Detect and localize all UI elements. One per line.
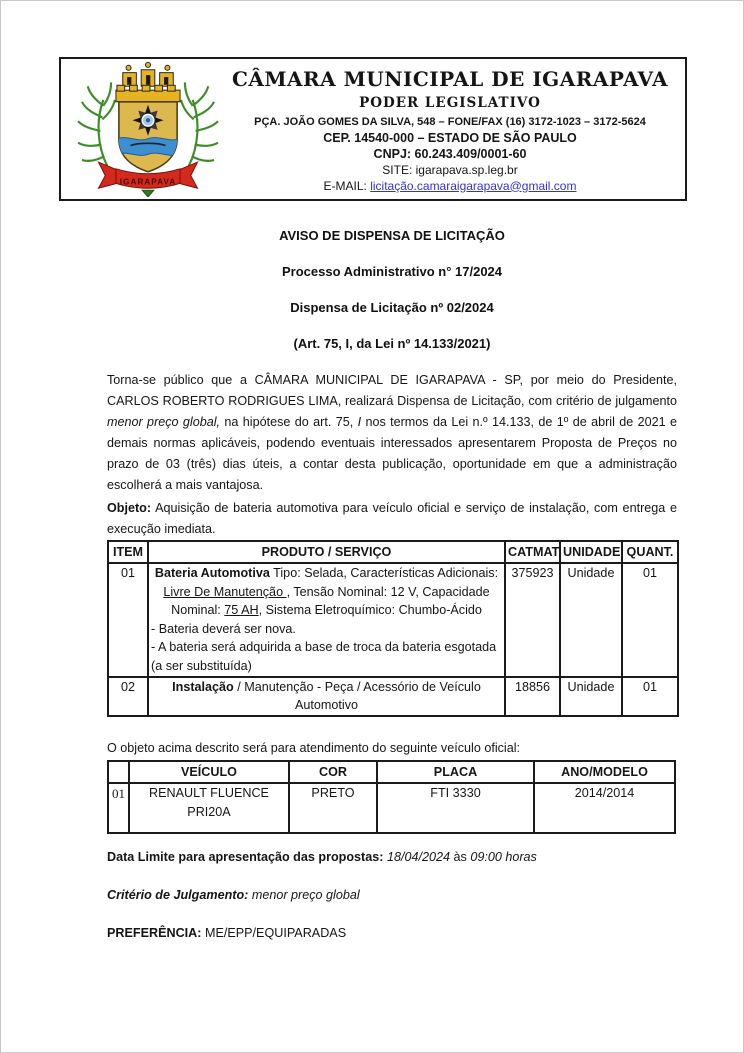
org-cnpj: CNPJ: 60.243.409/0001-60 xyxy=(373,146,527,161)
coat-of-arms-logo xyxy=(67,60,229,198)
crown xyxy=(116,62,180,101)
org-name: CÂMARA MUNICIPAL DE IGARAPAVA xyxy=(231,66,669,91)
letterhead-text xyxy=(229,65,679,194)
org-email-line xyxy=(229,178,671,194)
unit: Unidade xyxy=(560,563,622,677)
objeto-label: Objeto: xyxy=(107,501,152,515)
items-table xyxy=(107,540,679,717)
letterhead xyxy=(59,57,687,201)
table-row xyxy=(108,783,675,833)
email-label: E-MAIL: xyxy=(323,178,371,193)
vehicle-year-model: 2014/2014 xyxy=(534,783,675,833)
table-row xyxy=(108,563,678,677)
igarapava-coat-of-arms-icon xyxy=(69,61,227,197)
intro-text: Torna-se público que a CÂMARA MUNICIPAL DE IGARAPAVA - SP, por meio do Presidente, CARLOS ROBERTO RODRIGUES LIMA, realizará Dispensa de Licitação, com critério de julgamento xyxy=(107,373,677,408)
product-note: - Bateria deverá ser nova. xyxy=(151,621,296,636)
intro-italic-criteria: menor preço global, xyxy=(107,415,221,429)
product-spec: Instalação / Manutenção - Peça / Acessório de Veículo Automotivo xyxy=(172,679,481,713)
product-name: Instalação xyxy=(172,679,234,694)
col-header-unidade: UNIDADE xyxy=(560,541,622,563)
col-header-catmat: CATMAT xyxy=(505,541,560,563)
catmat-code: 375923 xyxy=(505,563,560,677)
product-name: Bateria Automotiva xyxy=(154,566,270,580)
process-number: Processo Administrativo n° 17/2024 xyxy=(281,264,503,279)
criteria-label: Critério de Julgamento: xyxy=(107,887,249,902)
org-subtitle: PODER LEGISLATIVO xyxy=(359,94,541,111)
ribbon-text: IGARAPAVA xyxy=(119,177,177,187)
col-header-item: ITEM xyxy=(108,541,148,563)
catmat-code: 18856 xyxy=(505,677,560,716)
objeto-text: Aquisição de bateria automotiva para veículo oficial e serviço de instalação, com entrega e execução imediata. xyxy=(107,501,677,536)
quantity: 01 xyxy=(622,677,678,716)
deadline-line: Data Limite para apresentação das propostas: 18/04/2024 às 09:00 horas xyxy=(107,849,537,864)
preference-value: ME/EPP/EQUIPARADAS xyxy=(204,925,347,940)
left-branch xyxy=(78,82,115,166)
vehicle-model: RENAULT FLUENCE PRI20A xyxy=(129,783,289,833)
org-site: SITE: igarapava.sp.leg.br xyxy=(382,162,518,177)
notice-title: AVISO DE DISPENSA DE LICITAÇÃO xyxy=(279,228,505,243)
preference-line xyxy=(107,923,677,943)
objeto-paragraph xyxy=(107,498,677,540)
col-header-blank xyxy=(108,761,129,783)
intro-italic-inciso: I xyxy=(357,415,362,429)
item-number: 02 xyxy=(108,677,148,716)
deadline-time: 09:00 horas xyxy=(470,849,537,864)
org-address: PÇA. JOÃO GOMES DA SILVA, 548 – FONE/FAX (16) 3172-1023 – 3172-5624 xyxy=(254,115,646,128)
col-header-veiculo: VEÍCULO xyxy=(129,761,289,783)
col-header-quant: QUANT. xyxy=(622,541,678,563)
quantity: 01 xyxy=(622,563,678,677)
right-branch xyxy=(181,82,218,166)
vehicle-color: PRETO xyxy=(289,783,377,833)
vehicle-table xyxy=(107,760,676,834)
item-number: 01 xyxy=(108,563,148,677)
intro-text: na hipótese do art. 75, xyxy=(220,415,358,429)
unit: Unidade xyxy=(560,677,622,716)
document-titles xyxy=(107,226,677,353)
col-header-ano-modelo: ANO/MODELO xyxy=(534,761,675,783)
product-description xyxy=(148,563,505,677)
intro-paragraph xyxy=(107,370,677,496)
product-spec: Bateria Automotiva Tipo: Selada, Características Adicionais: Livre De Manutenção , Tensão Nominal: 12 V, Capacidade Nominal: 75 AH, Sistema Eletroquímico: Chumbo-Ácido xyxy=(154,566,499,618)
criteria-line xyxy=(107,885,677,905)
vehicle-plate: FTI 3330 xyxy=(377,783,534,833)
river-band xyxy=(117,138,179,156)
criteria-value: menor preço global xyxy=(251,887,360,902)
law-reference: (Art. 75, I, da Lei nº 14.133/2021) xyxy=(293,336,491,351)
preference-label: PREFERÊNCIA: xyxy=(107,925,202,940)
org-cep: CEP. 14540-000 – ESTADO DE SÃO PAULO xyxy=(323,130,577,145)
email-link[interactable]: licitação.camaraigarapava@gmail.com xyxy=(370,178,577,193)
col-header-cor: COR xyxy=(289,761,377,783)
document-body xyxy=(107,201,677,943)
table-row xyxy=(108,677,678,716)
deadline-date: 18/04/2024 xyxy=(386,849,450,864)
col-header-placa: PLACA xyxy=(377,761,534,783)
vehicle-intro: O objeto acima descrito será para atendimento do seguinte veículo oficial: xyxy=(107,740,521,755)
intro-text: nos termos da Lei n.º 14.133, de 1º de abril de 2021 e demais normas aplicáveis, podendo eventuais interessados apresentarem Proposta de Preços no prazo de 03 (três) dias úteis, a contar desta publicação, oportunidade em que a administração escolherá a mais vantajosa. xyxy=(107,415,677,492)
vehicle-row-number: 01 xyxy=(108,783,129,833)
dispensa-number: Dispensa de Licitação nº 02/2024 xyxy=(290,300,494,315)
items-table-header-row xyxy=(108,541,678,563)
col-header-produto: PRODUTO / SERVIÇO xyxy=(148,541,505,563)
product-description xyxy=(148,677,505,716)
deadline-label: Data Limite para apresentação das propostas: xyxy=(107,849,384,864)
vehicle-table-header-row xyxy=(108,761,675,783)
product-note: - A bateria será adquirida a base de troca da bateria esgotada (a ser substituída) xyxy=(151,640,497,673)
